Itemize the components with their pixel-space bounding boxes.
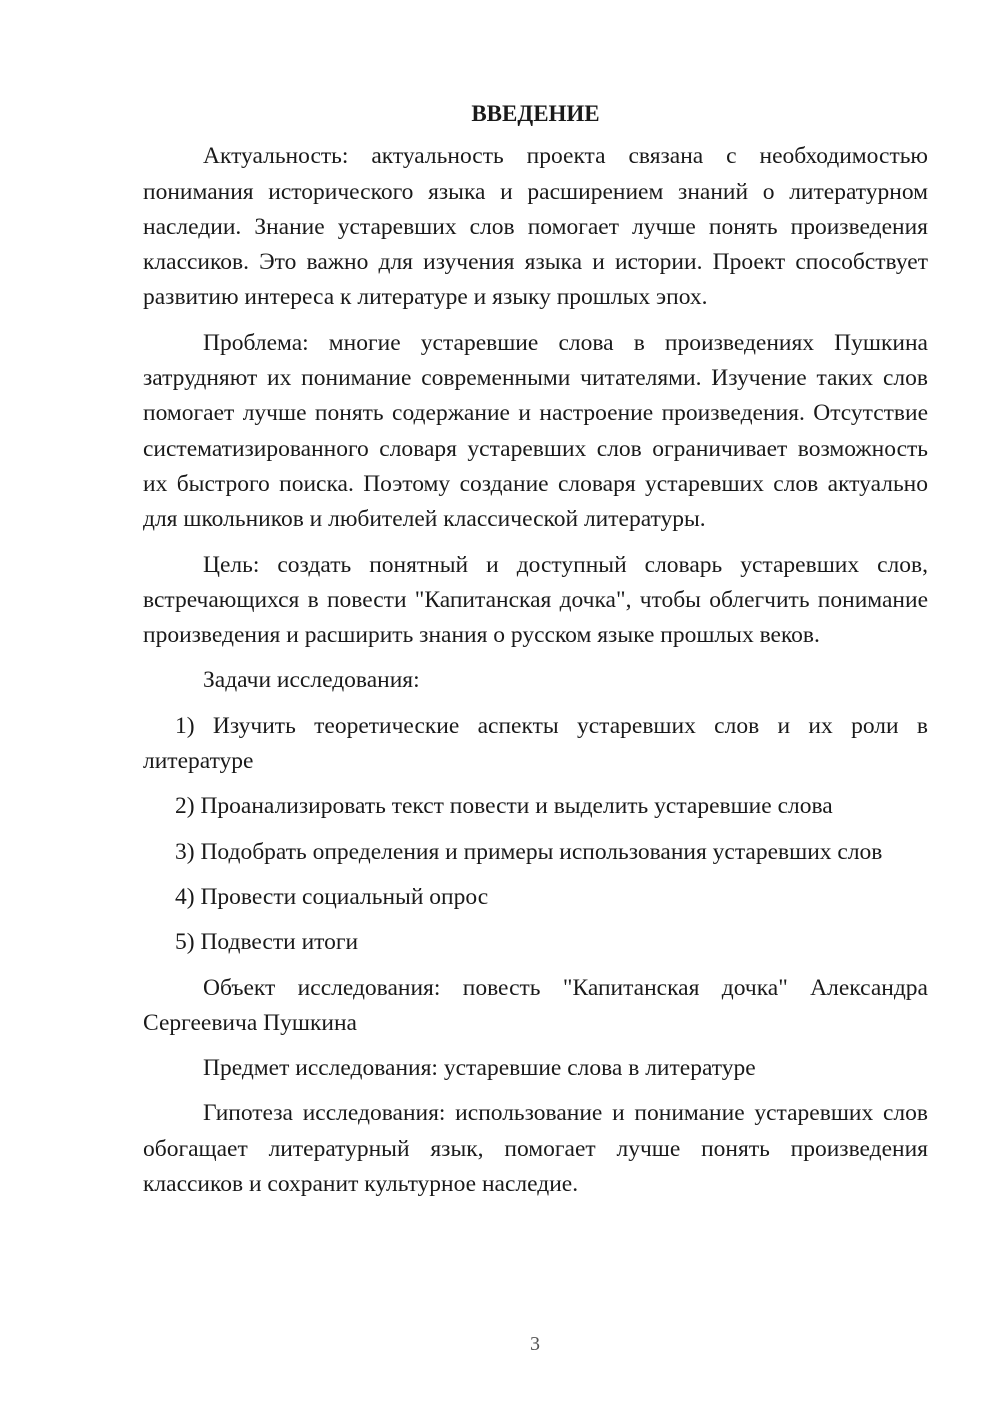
subject-paragraph: Предмет исследования: устаревшие слова в литературе [203, 1055, 756, 1082]
list-item: 4) Провести социальный опрос [175, 883, 489, 910]
problem-paragraph: Проблема: многие устаревшие слова в произведениях Пушкина затрудняют их понимание современными читателями. Изучение таких слов помогает лучше понять содержание и настроение произведения. Отсутствие систематизированного словаря устаревших слов ограничивает возможность их быстрого поиска. Поэтому создание словаря устаревших слов актуально для школьников и любителей классической литературы. [143, 329, 928, 533]
document-body [143, 96, 928, 1212]
hypothesis-paragraph: Гипотеза исследования: использование и понимание устаревших слов обогащает литературный язык, помогает лучше понять произведения классиков и сохранит культурное наследие. [143, 1100, 928, 1198]
list-item: 2) Проанализировать текст повести и выделить устаревшие слова [175, 793, 833, 820]
goal-paragraph: Цель: создать понятный и доступный словарь устаревших слов, встречающихся в повести "Капитанская дочка", чтобы облегчить понимание произведения и расширить знания о русском языке прошлых веков. [143, 551, 928, 649]
page-title: ВВЕДЕНИЕ [471, 101, 600, 126]
relevance-paragraph: Актуальность: актуальность проекта связана с необходимостью понимания исторического языка и расширением знаний о литературном наследии. Знание устаревших слов помогает лучше понять произведения классиков. Это важно для изучения языка и истории. Проект способствует развитию интереса к литературе и языку прошлых эпох. [143, 143, 928, 311]
list-item: 5) Подвести итоги [175, 929, 359, 956]
page-number: 3 [530, 1333, 540, 1355]
list-item: 3) Подобрать определения и примеры использования устаревших слов [175, 838, 883, 865]
list-item: 1) Изучить теоретические аспекты устаревших слов и их роли в литературе [143, 712, 928, 775]
object-paragraph: Объект исследования: повесть "Капитанская дочка" Александра Сергеевича Пушкина [143, 974, 928, 1036]
tasks-list [143, 709, 928, 961]
tasks-title: Задачи исследования: [203, 667, 420, 694]
